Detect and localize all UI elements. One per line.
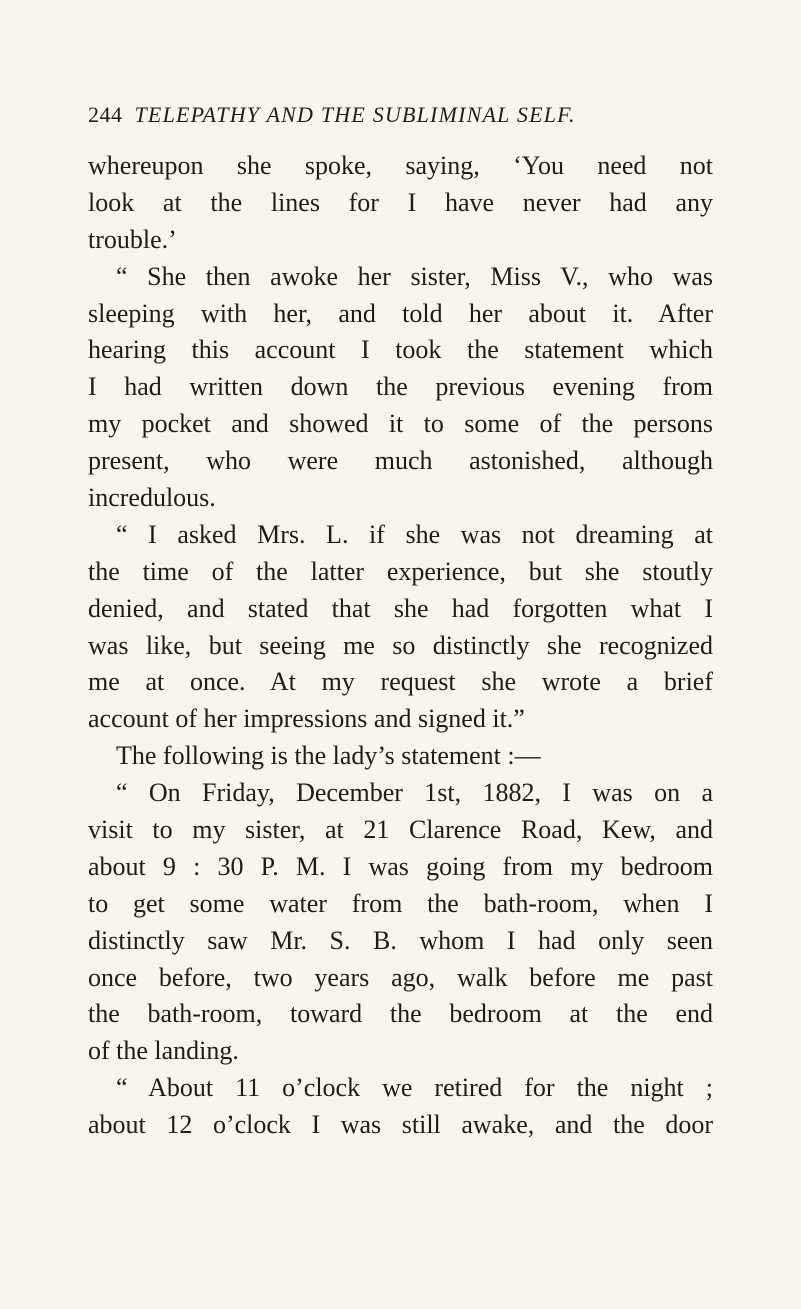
text-line: me at once. At my request she wrote a brief (88, 667, 713, 697)
text-line: about 12 o’clock I was still awake, and the door (88, 1110, 713, 1140)
text-line: “ On Friday, December 1st, 1882, I was on a (116, 778, 713, 808)
text-line: denied, and stated that she had forgotten what I (88, 593, 713, 623)
text-line: was like, but seeing me so distinctly she recognized (88, 630, 713, 660)
text-line: distinctly saw Mr. S. B. whom I had only seen (88, 925, 713, 955)
text-line: look at the lines for I have never had any (88, 187, 713, 217)
text-line: The following is the lady’s statement :— (116, 741, 541, 771)
text-line: my pocket and showed it to some of the persons (88, 409, 713, 439)
running-head (88, 98, 728, 132)
text-line: of the landing. (88, 1036, 239, 1066)
text-line: hearing this account I took the statement which (88, 335, 713, 365)
text-line: I had written down the previous evening from (88, 372, 713, 402)
text-line: the bath-room, toward the bedroom at the end (88, 999, 713, 1029)
running-title: TELEPATHY AND THE SUBLIMINAL SELF. (134, 102, 576, 127)
text-line: about 9 : 30 P. M. I was going from my bedroom (88, 851, 713, 881)
text-line: whereupon she spoke, saying, ‘You need not (88, 151, 713, 180)
text-line: trouble.’ (88, 224, 177, 254)
text-line: present, who were much astonished, although (88, 446, 713, 476)
page-number: 244 (88, 102, 123, 127)
text-line: incredulous. (88, 483, 216, 513)
text-line: sleeping with her, and told her about it. After (88, 298, 713, 328)
text-line: “ She then awoke her sister, Miss V., who was (116, 261, 713, 291)
text-line: once before, two years ago, walk before me past (88, 962, 713, 992)
text-line: account of her impressions and signed it.” (88, 704, 525, 734)
text-line: “ I asked Mrs. L. if she was not dreaming at (116, 519, 713, 549)
text-line: the time of the latter experience, but she stoutly (88, 556, 713, 586)
body-text (88, 148, 713, 1144)
text-line: to get some water from the bath-room, when I (88, 888, 713, 918)
text-line: visit to my sister, at 21 Clarence Road, Kew, and (88, 815, 713, 845)
text-line: “ About 11 o’clock we retired for the night ; (116, 1073, 713, 1103)
